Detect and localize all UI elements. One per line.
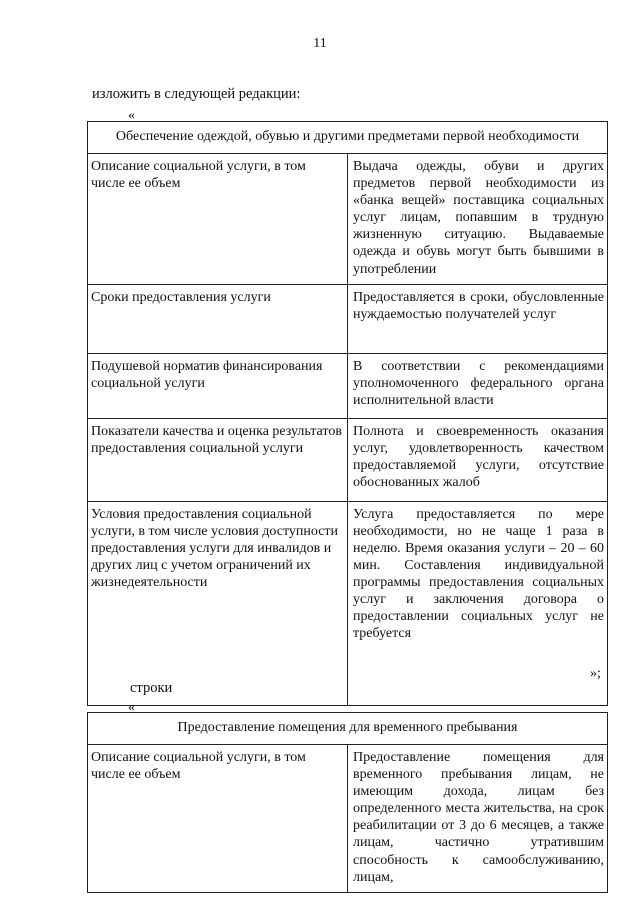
row-value: Предоставление помещения для временного пребывания лицам, не имеющим дохода, лицам без определенного места жительства, на срок реабилитации от 3 до 6 месяцев, а также лицам, частично утратившим способность к самообслуживанию, лицам, xyxy=(348,745,608,893)
row-label: Подушевой норматив финансирования социальной услуги xyxy=(88,353,348,418)
service-table-housing xyxy=(87,712,608,893)
row-label: Условия предоставления социальной услуги, в том числе условия доступности предоставления услуги для инвалидов и других лиц с учетом ограничений их жизнедеятельности xyxy=(88,501,348,705)
table-row xyxy=(88,154,608,285)
stroki-text: строки xyxy=(130,680,173,696)
row-label: Описание социальной услуги, в том числе ее объем xyxy=(88,154,348,285)
table-row xyxy=(88,501,608,705)
row-value: Предоставляется в сроки, обусловленные нуждаемостью получателей услуг xyxy=(348,284,608,353)
row-label: Сроки предоставления услуги xyxy=(88,284,348,353)
row-label: Описание социальной услуги, в том числе ее объем xyxy=(88,745,348,893)
table-row xyxy=(88,284,608,353)
service-table-clothing xyxy=(87,121,608,706)
table-title: Предоставление помещения для временного пребывания xyxy=(88,713,608,745)
table-title: Обеспечение одеждой, обувью и другими предметами первой необходимости xyxy=(88,122,608,154)
row-value: В соответствии с рекомендациями уполномоченного федерального органа исполнительной власти xyxy=(348,353,608,418)
row-value: Услуга предоставляется по мере необходимости, но не чаще 1 раза в неделю. Время оказания услуги – 20 – 60 мин. Составления индивидуальной программы предоставления социальных услуг и заключения договора о предоставлении социальных услуг не требуется xyxy=(348,501,608,705)
page-number: 11 xyxy=(313,36,327,51)
closing-quote-mark: »; xyxy=(590,666,601,681)
table-row xyxy=(88,418,608,501)
table-row xyxy=(88,745,608,893)
opening-quote-mark: « xyxy=(128,700,135,715)
opening-quote-mark: « xyxy=(128,108,135,123)
row-label: Показатели качества и оценка результатов предоставления социальной услуги xyxy=(88,418,348,501)
intro-text: изложить в следующей редакции: xyxy=(92,86,301,102)
row-value: Выдача одежды, обуви и других предметов первой необходимости из «банка вещей» поставщика социальных услуг лицам, попавшим в трудную жизненную ситуацию. Выдаваемые одежда и обувь могут быть бывшими в употреблении xyxy=(348,154,608,285)
row-value: Полнота и своевременность оказания услуг, удовлетворенность качеством предоставляемой услуги, отсутствие обоснованных жалоб xyxy=(348,418,608,501)
table-row xyxy=(88,353,608,418)
